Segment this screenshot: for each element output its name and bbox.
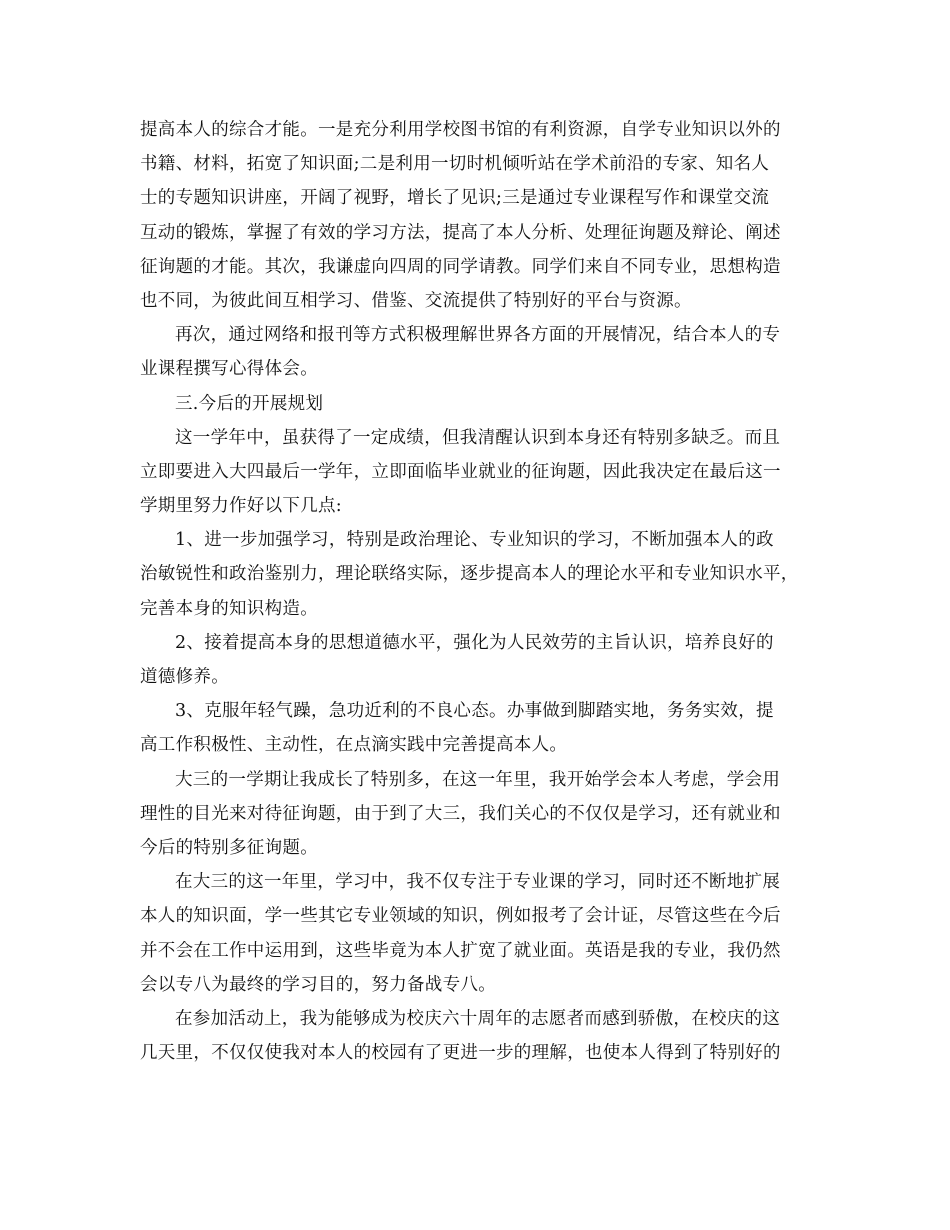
text-line: 3、克服年轻气躁，急功近利的不良心态。办事做到脚踏实地，务务实效，提 <box>175 701 774 722</box>
text-line: 三.今后的开展规划 <box>175 393 324 414</box>
text-line: 提高本人的综合才能。一是充分利用学校图书馆的有利资源，自学专业知识以外的 <box>140 120 781 140</box>
text-line: 大三的一学期让我成长了特别多，在这一年里，我开始学会本人考虑，学会用 <box>175 769 781 790</box>
text-line: 本人的知识面，学一些其它专业领域的知识，例如报考了会计证，尽管这些在今后 <box>140 906 781 927</box>
text-line: 这一学年中，虽获得了一定成绩，但我清醒认识到本身还有特别多缺乏。而且 <box>175 427 781 448</box>
text-line: 会以专八为最终的学习目的，努力备战专八。 <box>140 974 496 995</box>
text-line: 治敏锐性和政治鉴别力，理论联络实际，逐步提高本人的理论水平和专业知识水平， <box>140 564 799 585</box>
text-line: 道德修养。 <box>140 667 229 687</box>
text-line: 在参加活动上，我为能够成为校庆六十周年的志愿者而感到骄傲，在校庆的这 <box>175 1008 781 1029</box>
text-line: 互动的锻炼，掌握了有效的学习方法，提高了本人分析、处理征询题及辩论、阐述 <box>140 222 781 243</box>
document-body <box>140 113 820 1070</box>
text-line: 并不会在工作中运用到，这些毕竟为本人扩宽了就业面。英语是我的专业，我仍然 <box>140 940 781 961</box>
text-line: 士的专题知识讲座，开阔了视野，增长了见识;三是通过专业课程写作和课堂交流 <box>140 188 770 209</box>
text-line: 立即要进入大四最后一学年，立即面临毕业就业的征询题，因此我决定在最后这一 <box>140 461 781 482</box>
text-line: 征询题的才能。其次，我谦虚向四周的同学请教。同学们来自不同专业，思想构造 <box>140 256 781 277</box>
text-line: 完善本身的知识构造。 <box>140 598 318 619</box>
text-line: 在大三的这一年里，学习中，我不仅专注于专业课的学习，同时还不断地扩展 <box>175 872 781 893</box>
text-line: 也不同，为彼此间互相学习、借鉴、交流提供了特别好的平台与资源。 <box>140 290 692 311</box>
text-line: 高工作积极性、主动性，在点滴实践中完善提高本人。 <box>140 735 568 756</box>
text-line: 业课程撰写心得体会。 <box>140 359 318 380</box>
text-line: 再次，通过网络和报刊等方式积极理解世界各方面的开展情况，结合本人的专 <box>175 325 781 346</box>
text-line: 书籍、材料，拓宽了知识面;二是利用一切时机倾听站在学术前沿的专家、知名人 <box>140 154 770 175</box>
text-line: 学期里努力作好以下几点: <box>140 496 342 517</box>
text-line: 理性的目光来对待征询题，由于到了大三，我们关心的不仅仅是学习，还有就业和 <box>140 803 781 824</box>
text-line: 今后的特别多征询题。 <box>140 837 318 858</box>
text-line: 2、接着提高本身的思想道德水平，强化为人民效劳的主旨认识，培养良好的 <box>175 632 774 653</box>
text-line: 1、进一步加强学习，特别是政治理论、专业知识的学习，不断加强本人的政 <box>175 530 774 551</box>
text-line: 几天里，不仅仅使我对本人的校园有了更进一步的理解，也使本人得到了特别好的 <box>140 1043 781 1064</box>
